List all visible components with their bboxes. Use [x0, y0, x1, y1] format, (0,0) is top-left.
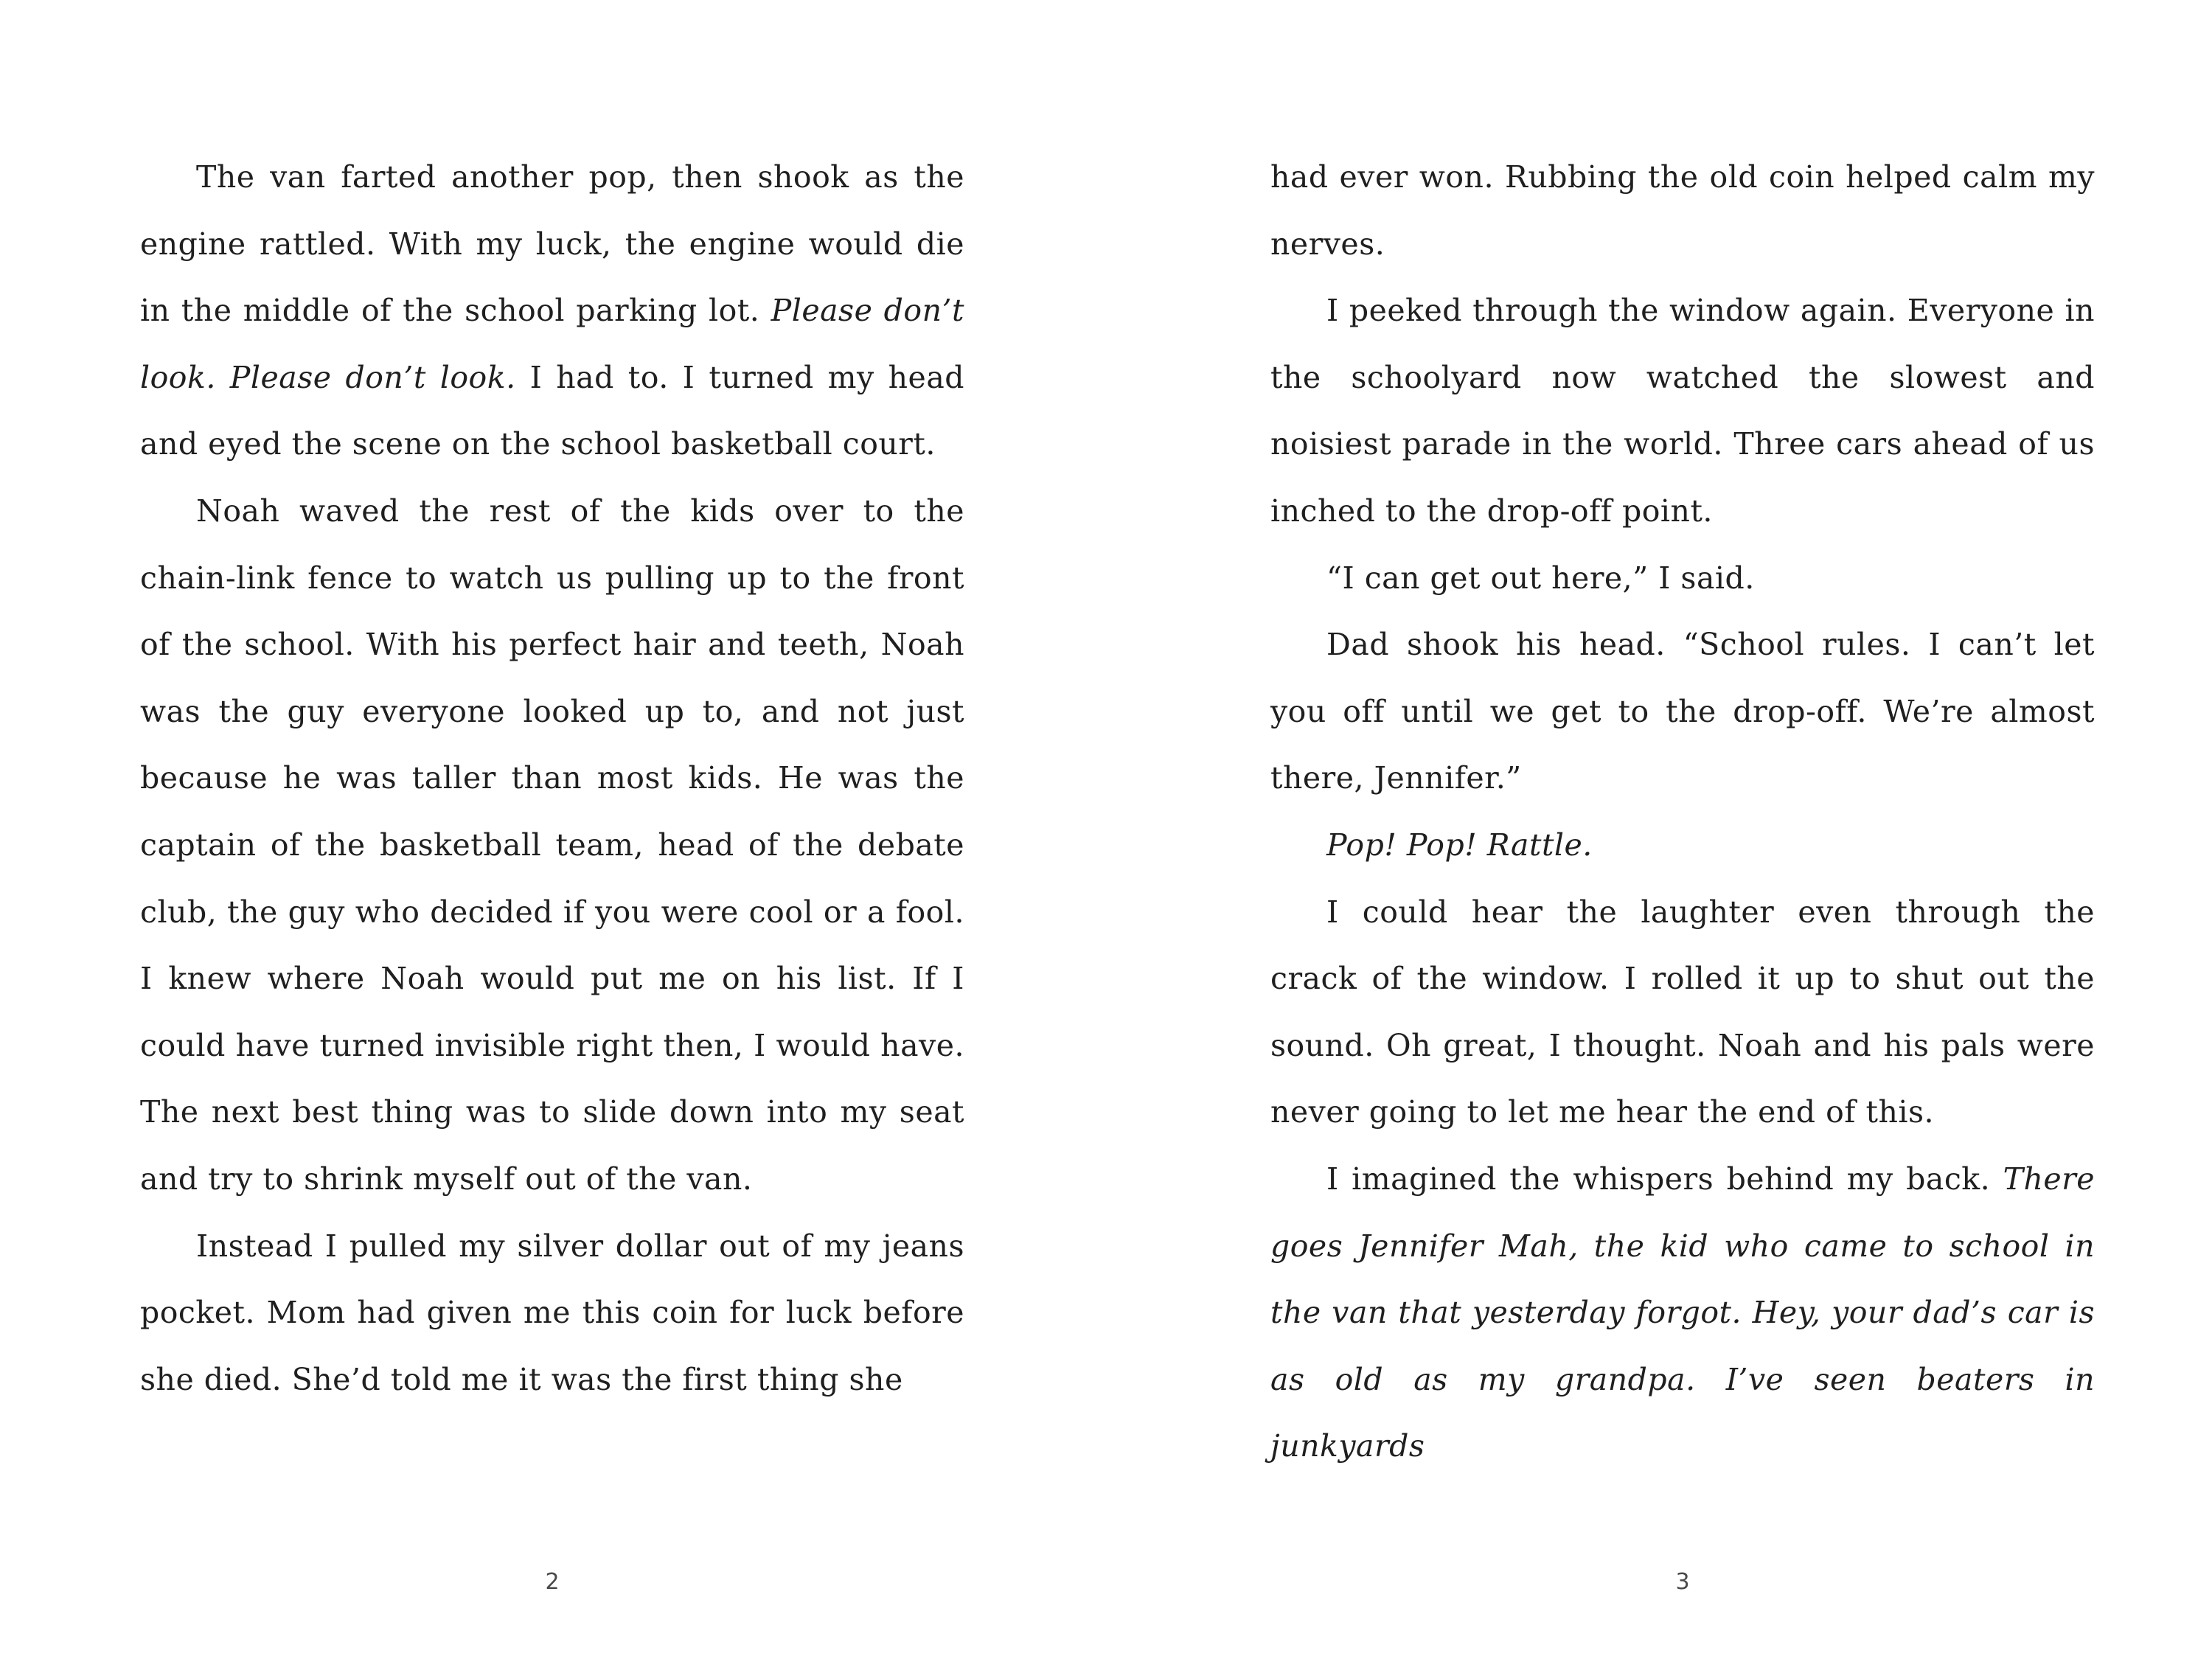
- paragraph-text: I had to. I turned my head and eyed the scene on the school basketball court.: [140, 359, 965, 462]
- page-number-right: 3: [1675, 1569, 1690, 1595]
- paragraph: Instead I pulled my silver dollar out of my jeans pocket. Mom had given me this coin for luck before she died. She’d told me it was the first thing she: [140, 1228, 964, 1397]
- paragraph: [140, 144, 964, 478]
- italic-thought: Please don’t look. Please don’t look.: [140, 293, 964, 395]
- italic-whispers: There goes Jennifer Mah, the kid who came to school in the van that yesterday forgot. Hey, your dad’s car is as old as my grandpa. I’ve seen beaters in junkyards: [1270, 1161, 2095, 1464]
- right-page: [1270, 144, 2095, 1464]
- paragraph-text: I imagined the whispers behind my back.: [1326, 1161, 2003, 1197]
- italic-sound-effect: Pop! Pop! Rattle.: [1326, 827, 1593, 863]
- left-page-text: [140, 144, 964, 1413]
- paragraph: Dad shook his head. “School rules. I can’t let you off until we get to the drop-off. We’re almost there, Jennifer.”: [1270, 627, 2095, 796]
- left-page: [140, 144, 964, 1434]
- right-page-text: [1270, 144, 2095, 1480]
- paragraph: I could hear the laughter even through the crack of the window. I rolled it up to shut out the sound. Oh great, I thought. Noah and his pals were never going to let me hear the end of this.: [1270, 894, 2095, 1130]
- paragraph-continued: had ever won. Rubbing the old coin helped calm my nerves.: [1270, 159, 2095, 262]
- paragraph: “I can get out here,” I said.: [1326, 560, 1755, 596]
- paragraph: Noah waved the rest of the kids over to the chain-link fence to watch us pulling up to the front of the school. With his perfect hair and teeth, Noah was the guy everyone looked up to, and not just because he was taller than most kids. He was the captain of the basketball team, head of the debate club, the guy who decided if you were cool or a fool. I knew where Noah would put me on his list. If I could have turned invisible right then, I would have. The next best thing was to slide down into my seat and try to shrink myself out of the van.: [140, 493, 964, 1197]
- page-number-left: 2: [545, 1569, 560, 1595]
- paragraph-text: The van farted another pop, then shook as the engine rattled. With my luck, the engine would die in the middle of the school parking lot.: [140, 159, 964, 329]
- paragraph: [1270, 812, 2095, 879]
- paragraph: [1270, 1146, 2095, 1480]
- paragraph: I peeked through the window again. Everyone in the schoolyard now watched the slowest and noisiest parade in the world. Three cars ahead of us inched to the drop-off point.: [1270, 293, 2095, 529]
